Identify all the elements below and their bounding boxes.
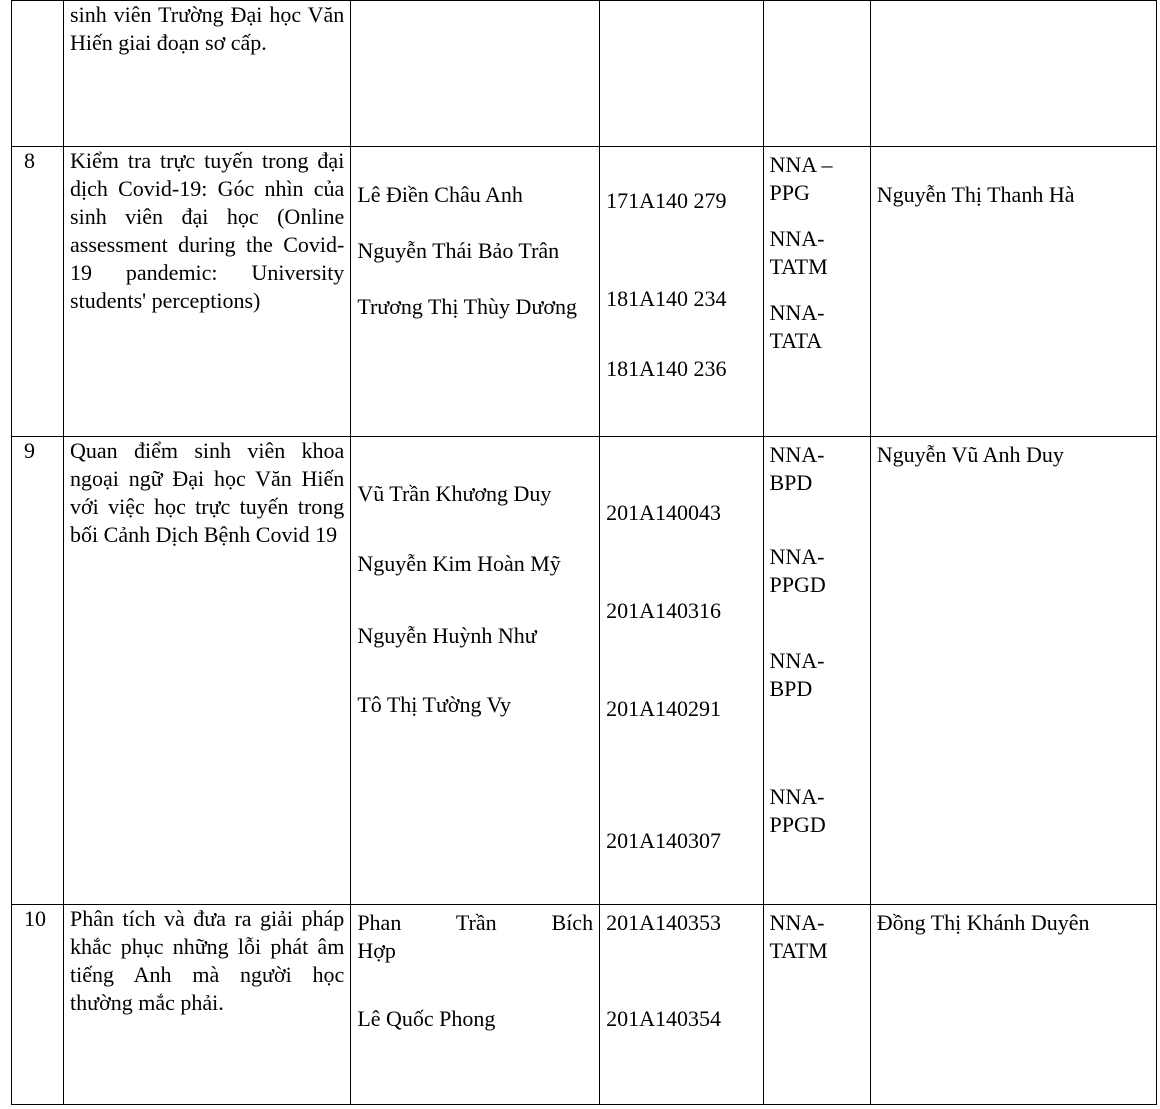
advisor-name: Đồng Thị Khánh Duyên (876, 910, 1090, 935)
student-ids-cell (600, 147, 763, 437)
advisor-name: Nguyễn Thị Thanh Hà (876, 182, 1075, 207)
student-ids-cell (600, 905, 763, 1105)
class-code: NNA-PPGD (769, 784, 826, 837)
table-row (12, 1, 1157, 147)
students-cell (351, 905, 600, 1105)
student-id: 201A140353 (606, 910, 721, 935)
student-id: 201A140316 (606, 598, 721, 623)
student-ids-cell (600, 437, 763, 905)
student-id: 171A140 279 (606, 188, 727, 213)
student-ids-cell (600, 1, 763, 147)
advisor-name: Nguyễn Vũ Anh Duy (876, 442, 1064, 467)
class-cell (763, 1, 870, 147)
student-id: 201A140354 (606, 1006, 721, 1031)
student-id: 201A140291 (606, 696, 721, 721)
student-id: 201A140307 (606, 828, 721, 853)
class-code: NNA-BPD (769, 648, 825, 701)
research-topics-table (11, 0, 1157, 1105)
row-number: 9 (12, 437, 64, 905)
topic-cell: Quan điểm sinh viên khoa ngoại ngữ Đại học Văn Hiến với việc học trực tuyến trong bối Cảnh Dịch Bệnh Covid 19 (64, 437, 351, 905)
advisor-cell (870, 147, 1156, 437)
students-cell (351, 147, 600, 437)
student-name: Nguyễn Thái Bảo Trân (357, 238, 560, 263)
students-cell (351, 1, 600, 147)
class-code: NNA-PPGD (769, 544, 826, 597)
student-name: Phan Trần Bích Hợp (357, 910, 594, 963)
topic-cell: Kiểm tra trực tuyến trong đại dịch Covid-19: Góc nhìn của sinh viên đại học (Online assessment during the Covid-19 pandemic: University students' perceptions) (64, 147, 351, 437)
student-name: Tô Thị Tường Vy (357, 692, 512, 717)
student-name: Nguyễn Kim Hoàn Mỹ (357, 551, 561, 576)
class-cell (763, 147, 870, 437)
student-name: Vũ Trần Khương Duy (357, 481, 552, 506)
class-cell (763, 905, 870, 1105)
student-id: 181A140 236 (606, 356, 727, 381)
table-row (12, 905, 1157, 1105)
advisor-cell (870, 437, 1156, 905)
student-id: 201A140043 (606, 500, 721, 525)
student-id: 181A140 234 (606, 286, 727, 311)
topic-cell: Phân tích và đưa ra giải pháp khắc phục những lỗi phát âm tiếng Anh mà người học thường mắc phải. (64, 905, 351, 1105)
student-name: Trương Thị Thùy Dương (357, 294, 578, 319)
class-cell (763, 437, 870, 905)
student-name: Nguyễn Huỳnh Như (357, 623, 537, 648)
table-row (12, 147, 1157, 437)
class-code: NNA-TATM (769, 910, 828, 963)
topic-cell: sinh viên Trường Đại học Văn Hiến giai đoạn sơ cấp. (64, 1, 351, 147)
class-code: NNA-TATA (769, 300, 825, 353)
advisor-cell (870, 1, 1156, 147)
row-number: 8 (12, 147, 64, 437)
table-row (12, 437, 1157, 905)
class-code: NNA – PPG (769, 152, 833, 205)
class-code: NNA-BPD (769, 442, 825, 495)
students-cell (351, 437, 600, 905)
student-name: Lê Điền Châu Anh (357, 182, 523, 207)
advisor-cell (870, 905, 1156, 1105)
row-number: 10 (12, 905, 64, 1105)
class-code: NNA-TATM (769, 226, 828, 279)
row-number (12, 1, 64, 147)
student-name: Lê Quốc Phong (357, 1006, 496, 1031)
